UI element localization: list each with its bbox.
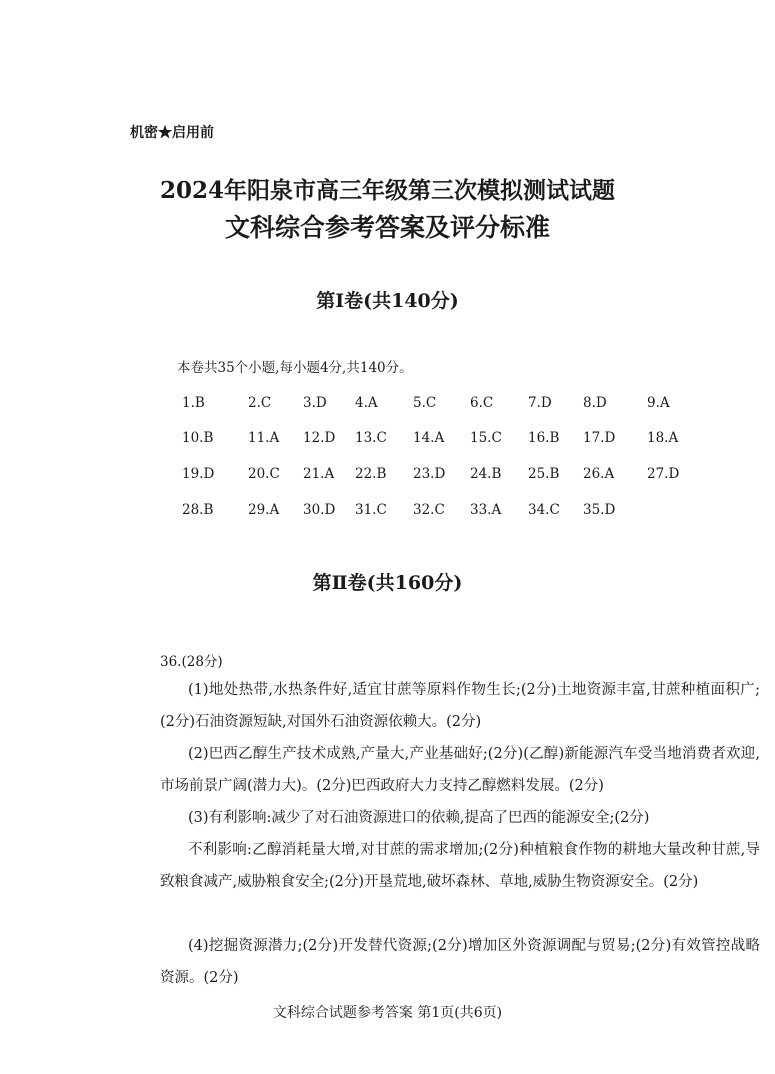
answer-item: 34.C — [528, 502, 560, 518]
answer-item: 24.B — [470, 466, 502, 482]
answer-item: 35.D — [583, 502, 616, 518]
section-1-heading: 第Ⅰ卷(共140分) — [316, 290, 459, 312]
answer-item: 5.C — [413, 395, 437, 411]
answer-item: 4.A — [355, 395, 378, 411]
answer-item: 29.A — [248, 502, 280, 518]
answer-item: 16.B — [528, 430, 560, 446]
q36-part-2-answer: (2)巴西乙醇生产技术成熟,产量大,产业基础好;(2分)(乙醇)新能源汽车受当地消费者欢迎,市场前景广阔(潜力大)。(2分)巴西政府大力支持乙醇燃料发展。(2分) — [160, 746, 760, 794]
answer-item: 9.A — [647, 395, 670, 411]
q36-part-3-favorable: (3)有利影响:减少了对石油资源进口的依赖,提高了巴西的能源安全;(2分) — [188, 810, 650, 826]
answer-item: 19.D — [182, 466, 215, 482]
q36-part-3-unfavorable: 不利影响:乙醇消耗量大增,对甘蔗的需求增加;(2分)种植粮食作物的耕地大量改种甘蔗,导致粮食减产,威胁粮食安全;(2分)开垦荒地,破坏森林、草地,威胁生物资源安全。(2分) — [160, 842, 760, 890]
answer-item: 15.C — [470, 430, 502, 446]
q36-part-1-answer: (1)地处热带,水热条件好,适宜甘蔗等原料作物生长;(2分)土地资源丰富,甘蔗种植面积广;(2分)石油资源短缺,对国外石油资源依赖大。(2分) — [160, 682, 760, 730]
exam-title: 2024年阳泉市高三年级第三次模拟测试试题 — [159, 177, 615, 204]
answer-item: 2.C — [248, 395, 272, 411]
answer-item: 17.D — [583, 430, 616, 446]
answer-item: 18.A — [647, 430, 679, 446]
answer-item: 25.B — [528, 466, 560, 482]
answer-item: 12.D — [303, 430, 336, 446]
answer-item: 10.B — [182, 430, 214, 446]
answer-key-title: 文科综合参考答案及评分标准 — [224, 213, 550, 242]
question-36-heading: 36.(28分) — [160, 654, 223, 670]
answer-item: 13.C — [355, 430, 387, 446]
answer-item: 26.A — [583, 466, 615, 482]
answer-item: 20.C — [248, 466, 280, 482]
answer-item: 6.C — [470, 395, 494, 411]
answer-item: 23.D — [413, 466, 446, 482]
q36-part-4-answer: (4)挖掘资源潜力;(2分)开发替代资源;(2分)增加区外资源调配与贸易;(2分)有效管控战略资源。(2分) — [160, 938, 760, 986]
answer-item: 14.A — [413, 430, 445, 446]
answer-item: 30.D — [303, 502, 336, 518]
answer-item: 11.A — [248, 430, 280, 446]
answer-item: 27.D — [647, 466, 680, 482]
answer-item: 28.B — [182, 502, 214, 518]
section-2-heading: 第Ⅱ卷(共160分) — [312, 572, 463, 594]
answer-item: 1.B — [182, 395, 205, 411]
answer-item: 22.B — [355, 466, 387, 482]
page-footer: 文科综合试题参考答案 第1页(共6页) — [272, 1005, 503, 1021]
answer-item: 33.A — [470, 502, 502, 518]
answer-item: 21.A — [303, 466, 335, 482]
answer-item: 31.C — [355, 502, 387, 518]
confidential-label: 机密★启用前 — [130, 125, 214, 141]
answer-item: 3.D — [303, 395, 327, 411]
section-1-instructions: 本卷共35个小题,每小题4分,共140分。 — [177, 360, 413, 376]
answer-item: 32.C — [413, 502, 445, 518]
answer-item: 7.D — [528, 395, 552, 411]
answer-item: 8.D — [583, 395, 607, 411]
